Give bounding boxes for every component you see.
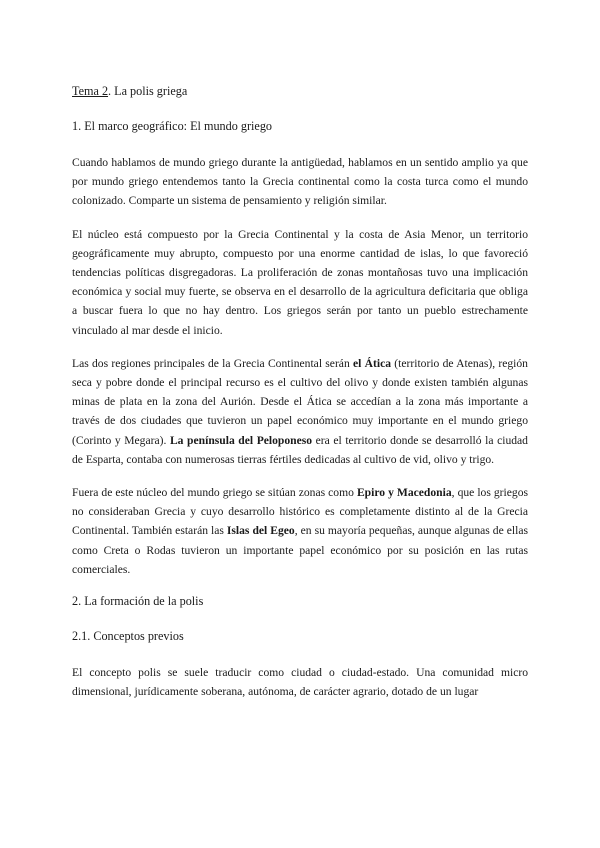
section-2-heading: 2. La formación de la polis [72, 594, 204, 609]
p3-bold-peloponeso: La península del Peloponeso [169, 433, 313, 447]
p3-text-d: era el territorio donde se desarrolló la ciudad de Esparta, contaba con numerosas tierras fértiles dedicadas al cultivo de vid, olivo y trigo. [72, 433, 528, 466]
section-1-heading: 1. El marco geográfico: El mundo griego [72, 119, 273, 133]
p4-bold-epiro: Epiro y Macedonia [356, 486, 452, 500]
paragraph-1: Cuando hablamos de mundo griego durante la antigüedad, hablamos en un sentido amplio ya que por mundo griego entendemos tanto la Grecia continental como la costa turca como el mundo colonizado. Comparte un sistema de pensamiento y religión similar. [72, 156, 528, 208]
p3-text-c: (territorio de Atenas), región seca y pobre donde el principal recurso es el cultivo del olivo y donde existen también algunas minas de plata en la zona del Aurión. Desde el Ática se accedían a la zona más importante a través de dos ciudades que tuvieron un papel económico muy importante en el mundo griego (Corinto y Megara). [72, 356, 528, 447]
p4-text-c: , que los griegos no consideraban Grecia y cuyo desarrollo histórico es completamente distinto al de la Grecia Continental. También estarán las [72, 486, 528, 538]
paragraph-5: El concepto polis se suele traducir como ciudad o ciudad-estado. Una comunidad micro dimensional, jurídicamente soberana, autónoma, de carácter agrario, dotado de un lugar [72, 666, 528, 699]
document-title [72, 83, 528, 99]
title-topic-label: Tema 2 [72, 84, 109, 98]
p3-text-a: Las dos regiones principales de la Grecia Continental serán [72, 356, 354, 370]
section-2-1-heading: 2.1. Conceptos previos [72, 629, 184, 644]
title-text: . La polis griega [108, 84, 188, 98]
p4-bold-islas: Islas del Egeo [226, 524, 295, 538]
p4-text-d: , en su mayoría pequeñas, aunque algunas de ellas como Creta o Rodas tuvieron un importante papel económico por su posición en las rutas comerciales. [72, 524, 528, 576]
paragraph-3 [72, 354, 528, 469]
paragraph-2: El núcleo está compuesto por la Grecia Continental y la costa de Asia Menor, un territorio geográficamente muy abrupto, compuesto por una enorme cantidad de islas, lo que favoreció tendencias políticas disgregadoras. La proliferación de zonas montañosas tuvo una implicación económica y social muy fuerte, se observa en el desarrollo de la agricultura deficitaria que obliga a buscar fuera lo que no hay dentro. Los griegos serán por tanto un pueblo estrechamente vinculado al mar desde el inicio. [72, 227, 528, 337]
p3-bold-atica: el Ática [353, 356, 392, 370]
p4-text-a: Fuera de este núcleo del mundo griego se sitúan zonas como [72, 486, 357, 500]
paragraph-4 [72, 483, 528, 579]
